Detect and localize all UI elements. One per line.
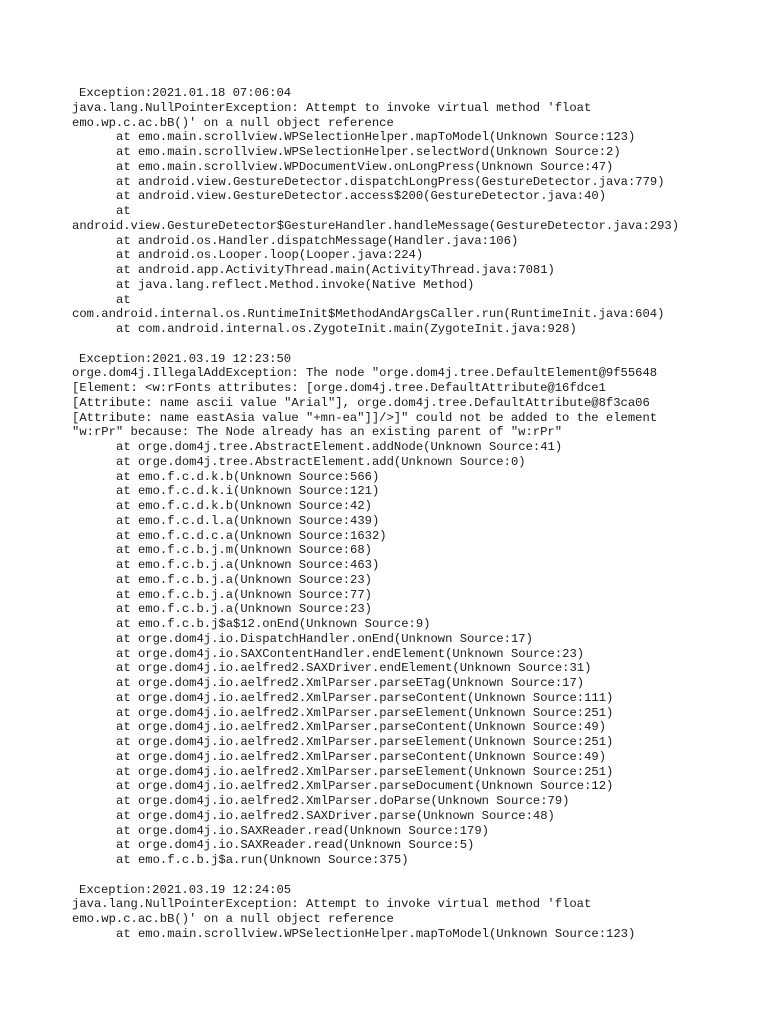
exception-message-line: emo.wp.c.ac.bB()' on a null object reference: [72, 912, 394, 926]
exception-block: [72, 86, 762, 337]
stack-frame: at orge.dom4j.io.aelfred2.XmlParser.parseElement(Unknown Source:251): [116, 705, 614, 720]
stack-frame: at android.os.Handler.dispatchMessage(Handler.java:106): [116, 233, 519, 248]
exception-log: [72, 86, 762, 942]
stack-frame: at android.os.Looper.loop(Looper.java:224): [116, 248, 424, 263]
stack-frame: at: [116, 204, 131, 218]
exception-header: Exception:2021.01.18 07:06:04: [79, 86, 292, 100]
stack-frame: at android.view.GestureDetector.dispatchLongPress(GestureDetector.java:779): [116, 174, 665, 189]
stack-frame: at java.lang.reflect.Method.invoke(Native Method): [116, 277, 475, 292]
stack-frame: at com.android.internal.os.ZygoteInit.main(ZygoteInit.java:928): [116, 322, 577, 336]
exception-message-line: [Attribute: name ascii value "Arial"], orge.dom4j.tree.DefaultAttribute@8f3ca06: [72, 395, 650, 410]
exception-message-line: [Attribute: name eastAsia value "+mn-ea"]]/>]" could not be added to the element: [72, 410, 658, 425]
stack-frame: at orge.dom4j.io.aelfred2.XmlParser.parseContent(Unknown Source:49): [116, 749, 607, 764]
stack-frame: at emo.main.scrollview.WPSelectionHelper.mapToModel(Unknown Source:123): [116, 130, 636, 145]
stack-frame: at emo.f.c.b.j.a(Unknown Source:77): [116, 587, 372, 602]
stack-frame: at emo.f.c.d.l.a(Unknown Source:439): [116, 513, 380, 528]
exception-message-line: java.lang.NullPointerException: Attempt to invoke virtual method 'float: [72, 897, 592, 912]
stack-frame: at orge.dom4j.io.aelfred2.XmlParser.doParse(Unknown Source:79): [116, 794, 570, 808]
stack-frame: at emo.f.c.d.c.a(Unknown Source:1632): [116, 528, 387, 543]
stack-frame: at emo.f.c.d.k.b(Unknown Source:42): [116, 499, 372, 513]
stack-frame: at orge.dom4j.io.aelfred2.SAXDriver.endElement(Unknown Source:31): [116, 661, 592, 676]
exception-message-line: emo.wp.c.ac.bB()' on a null object reference: [72, 115, 394, 130]
stack-frame: at orge.dom4j.tree.AbstractElement.addNode(Unknown Source:41): [116, 440, 563, 454]
stack-frame: at emo.main.scrollview.WPSelectionHelper.mapToModel(Unknown Source:123): [116, 926, 636, 941]
stack-frame: at emo.main.scrollview.WPSelectionHelper.selectWord(Unknown Source:2): [116, 145, 621, 159]
stack-frame: at emo.f.c.b.j$a$12.onEnd(Unknown Source:9): [116, 617, 431, 631]
stack-frame: at orge.dom4j.io.aelfred2.XmlParser.parseContent(Unknown Source:49): [116, 720, 607, 735]
stack-frame-continuation: com.android.internal.os.RuntimeInit$MethodAndArgsCaller.run(RuntimeInit.java:604): [72, 307, 665, 322]
exception-message-line: [Element: <w:rFonts attributes: [orge.dom4j.tree.DefaultAttribute@16fdce1: [72, 381, 606, 395]
exception-message-line: orge.dom4j.IllegalAddException: The node "orge.dom4j.tree.DefaultElement@9f55648: [72, 366, 658, 381]
stack-frame: at android.view.GestureDetector.access$200(GestureDetector.java:40): [116, 189, 607, 204]
stack-frame: at emo.f.c.d.k.b(Unknown Source:566): [116, 469, 380, 484]
exception-header: Exception:2021.03.19 12:24:05: [79, 882, 292, 897]
stack-frame: at orge.dom4j.io.aelfred2.XmlParser.parseDocument(Unknown Source:12): [116, 779, 614, 794]
block-separator: [72, 868, 762, 883]
exception-message-line: java.lang.NullPointerException: Attempt to invoke virtual method 'float: [72, 100, 592, 115]
stack-frame: at android.app.ActivityThread.main(ActivityThread.java:7081): [116, 263, 555, 277]
stack-frame: at emo.f.c.b.j.a(Unknown Source:23): [116, 572, 372, 587]
stack-frame: at orge.dom4j.io.aelfred2.SAXDriver.parse(Unknown Source:48): [116, 808, 555, 823]
stack-frame: at emo.f.c.d.k.i(Unknown Source:121): [116, 484, 380, 499]
stack-frame: at emo.main.scrollview.WPDocumentView.onLongPress(Unknown Source:47): [116, 159, 614, 174]
stack-frame: at emo.f.c.b.j.a(Unknown Source:463): [116, 558, 380, 572]
stack-frame: at orge.dom4j.io.aelfred2.XmlParser.parseElement(Unknown Source:251): [116, 735, 614, 749]
block-separator: [72, 337, 762, 352]
stack-frame: at emo.f.c.b.j$a.run(Unknown Source:375): [116, 853, 409, 867]
stack-frame: at orge.dom4j.tree.AbstractElement.add(Unknown Source:0): [116, 454, 526, 469]
stack-frame-continuation: android.view.GestureDetector$GestureHandler.handleMessage(GestureDetector.java:293): [72, 218, 680, 233]
exception-block: [72, 883, 762, 942]
exception-block: [72, 352, 762, 868]
stack-frame: at orge.dom4j.io.SAXReader.read(Unknown Source:179): [116, 823, 489, 838]
exception-header: Exception:2021.03.19 12:23:50: [79, 351, 292, 366]
stack-frame: at orge.dom4j.io.SAXContentHandler.endElement(Unknown Source:23): [116, 646, 585, 661]
stack-frame: at orge.dom4j.io.aelfred2.XmlParser.parseContent(Unknown Source:111): [116, 690, 614, 705]
stack-frame: at emo.f.c.b.j.m(Unknown Source:68): [116, 543, 372, 558]
stack-frame: at orge.dom4j.io.SAXReader.read(Unknown Source:5): [116, 838, 475, 853]
stack-frame: at: [116, 292, 131, 307]
stack-frame: at orge.dom4j.io.aelfred2.XmlParser.parseElement(Unknown Source:251): [116, 764, 614, 779]
exception-message-line: "w:rPr" because: The Node already has an existing parent of "w:rPr": [72, 425, 563, 440]
stack-frame: at orge.dom4j.io.aelfred2.XmlParser.parseETag(Unknown Source:17): [116, 676, 585, 690]
stack-frame: at emo.f.c.b.j.a(Unknown Source:23): [116, 602, 372, 617]
stack-frame: at orge.dom4j.io.DispatchHandler.onEnd(Unknown Source:17): [116, 631, 533, 646]
